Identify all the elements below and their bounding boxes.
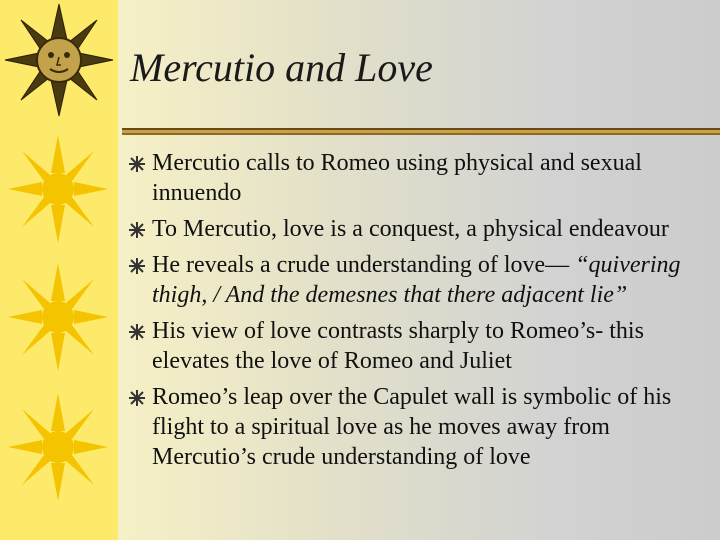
bullet-item bbox=[128, 316, 713, 376]
sun-icon bbox=[8, 262, 108, 372]
sun-face-icon bbox=[4, 2, 114, 118]
star-bullet-icon bbox=[128, 155, 146, 173]
sun-icon bbox=[8, 134, 108, 244]
bullet-text: Mercutio calls to Romeo using physical and sexual innuendo bbox=[152, 150, 642, 206]
slide-title: Mercutio and Love bbox=[130, 45, 433, 90]
sun-icon bbox=[8, 392, 108, 502]
title-divider bbox=[122, 128, 720, 135]
bullet-item bbox=[128, 148, 713, 208]
bullet-item bbox=[128, 382, 713, 472]
bullet-item bbox=[128, 250, 713, 310]
bullet-item bbox=[128, 214, 713, 244]
star-bullet-icon bbox=[128, 257, 146, 275]
bullet-text: To Mercutio, love is a conquest, a physical endeavour bbox=[152, 216, 669, 242]
star-bullet-icon bbox=[128, 221, 146, 239]
star-bullet-icon bbox=[128, 389, 146, 407]
bullet-list bbox=[128, 148, 713, 478]
bullet-quote: “quivering thigh, / And the demesnes that there adjacent lie” bbox=[152, 252, 681, 308]
bullet-text: He reveals a crude understanding of love— bbox=[152, 252, 570, 278]
bullet-text: His view of love contrasts sharply to Romeo’s- this elevates the love of Romeo and Juliet bbox=[152, 318, 644, 374]
bullet-text: Romeo’s leap over the Capulet wall is symbolic of his flight to a spiritual love as he moves away from Mercutio’s crude understanding of love bbox=[152, 384, 672, 470]
star-bullet-icon bbox=[128, 323, 146, 341]
